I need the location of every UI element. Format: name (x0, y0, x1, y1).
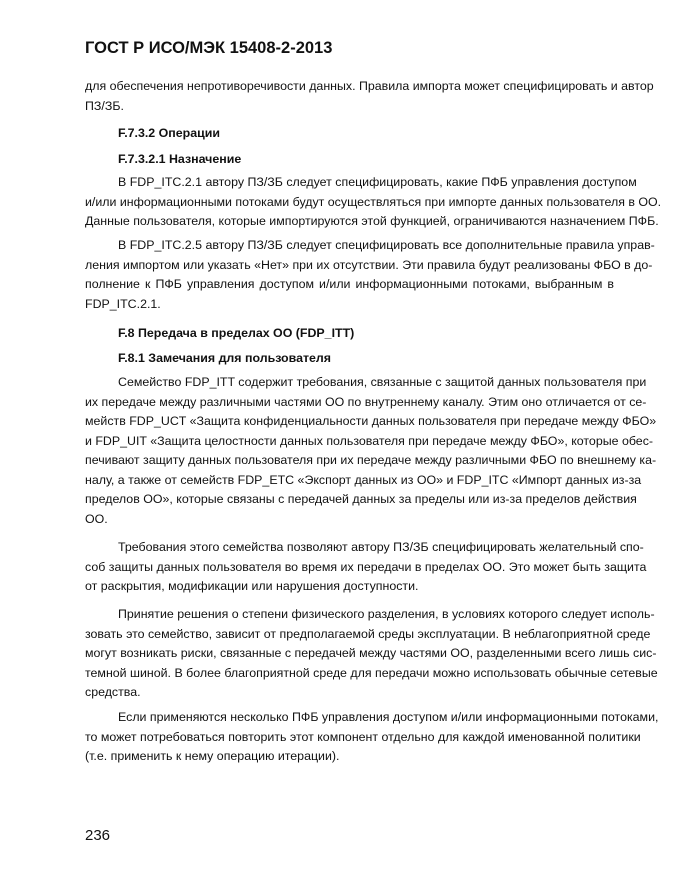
section-heading-f81: F.8.1 Замечания для пользователя (118, 351, 332, 365)
paragraph (85, 77, 654, 116)
page-number: 236 (85, 827, 111, 844)
text-line: для обеспечения непротиворечивости данных. Правила импорта может специфицировать и автор (85, 79, 654, 93)
text-line: то может потребоваться повторить этот компонент отдельно для каждой именованной политики (85, 729, 641, 744)
text-line: печивают защиту данных пользователя при их передаче между различными ФБО по внешнему ка- (85, 453, 657, 467)
section-heading-f8: F.8 Передача в пределах ОО (FDP_ITT) (118, 326, 355, 340)
text-line: Если применяются несколько ПФБ управления доступом и/или информационными потоками, (118, 710, 659, 724)
text-line: соб защиты данных пользователя во время их передачи в пределах ОО. Это может быть защита (85, 559, 647, 574)
text-line: налу, а также от семейств FDP_ETC «Экспорт данных из ОО» и FDP_ITC «Импорт данных из-за (85, 472, 642, 487)
paragraph (85, 173, 662, 232)
text-line: и/или информационными потоками будут осуществляться при импорте данных пользователя в ОО. (85, 194, 662, 209)
document-header-title: ГОСТ Р ИСО/МЭК 15408-2-2013 (85, 39, 333, 57)
text-line: В FDP_ITC.2.1 автору ПЗ/ЗБ следует специфицировать, какие ПФБ управления доступом (118, 175, 637, 189)
text-line: пределов ОО», которые связаны с передачей данных за пределы или из-за пределов действия (85, 492, 637, 506)
section-heading-f7321: F.7.3.2.1 Назначение (118, 152, 242, 166)
text-line: Данные пользователя, которые импортируются этой функцией, ограничиваются назначением ПФБ. (85, 214, 659, 228)
text-line: зовать это семейство, зависит от предполагаемой среды эксплуатации. В неблагоприятной среде (85, 626, 651, 641)
text-line: Требования этого семейства позволяют автору ПЗ/ЗБ специфицировать желательный спо- (118, 540, 644, 554)
text-line: (т.е. применить к нему операцию итерации). (85, 749, 340, 763)
text-line: ПЗ/ЗБ. (85, 98, 124, 113)
text-line: от раскрытия, модификации или нарушения доступности. (85, 579, 419, 593)
text-line: могут возникать риски, связанные с передачей между частями ОО, разделенными всего лишь сис- (85, 646, 657, 660)
paragraph (85, 538, 647, 597)
text-line: FDP_ITC.2.1. (85, 296, 161, 311)
text-line: Семейство FDP_ITT содержит требования, связанные с защитой данных пользователя при (118, 375, 647, 389)
text-line: и FDP_UIT «Защита целостности данных пользователя при передаче между ФБО», которые обес- (85, 433, 654, 448)
text-line: полнение к ПФБ управления доступом и/или информационными потоками, выбранным в (85, 277, 614, 291)
text-line: темной шиной. В более благоприятной среде для передачи можно использовать обычные сетевые (85, 665, 658, 680)
paragraph (85, 605, 658, 703)
text-line: ОО. (85, 511, 108, 526)
section-heading-f732: F.7.3.2 Операции (118, 126, 220, 140)
text-line: ления импортом или указать «Нет» при их отсутствии. Эти правила будут реализованы ФБО в до- (85, 257, 653, 272)
text-line: Принятие решения о степени физического разделения, в условиях которого следует исполь- (118, 607, 655, 621)
text-line: В FDP_ITC.2.5 автору ПЗ/ЗБ следует специфицировать все дополнительные правила управ- (118, 238, 655, 252)
text-line: мейств FDP_UCT «Защита конфиденциальности данных пользователя при передаче между ФБО» (85, 414, 657, 428)
paragraph (85, 236, 655, 314)
text-line: их передаче между различными частями ОО по внутреннему каналу. Этим оно отличается от се- (85, 394, 647, 409)
paragraph (85, 373, 657, 529)
paragraph (85, 708, 659, 767)
text-line: средства. (85, 685, 141, 699)
